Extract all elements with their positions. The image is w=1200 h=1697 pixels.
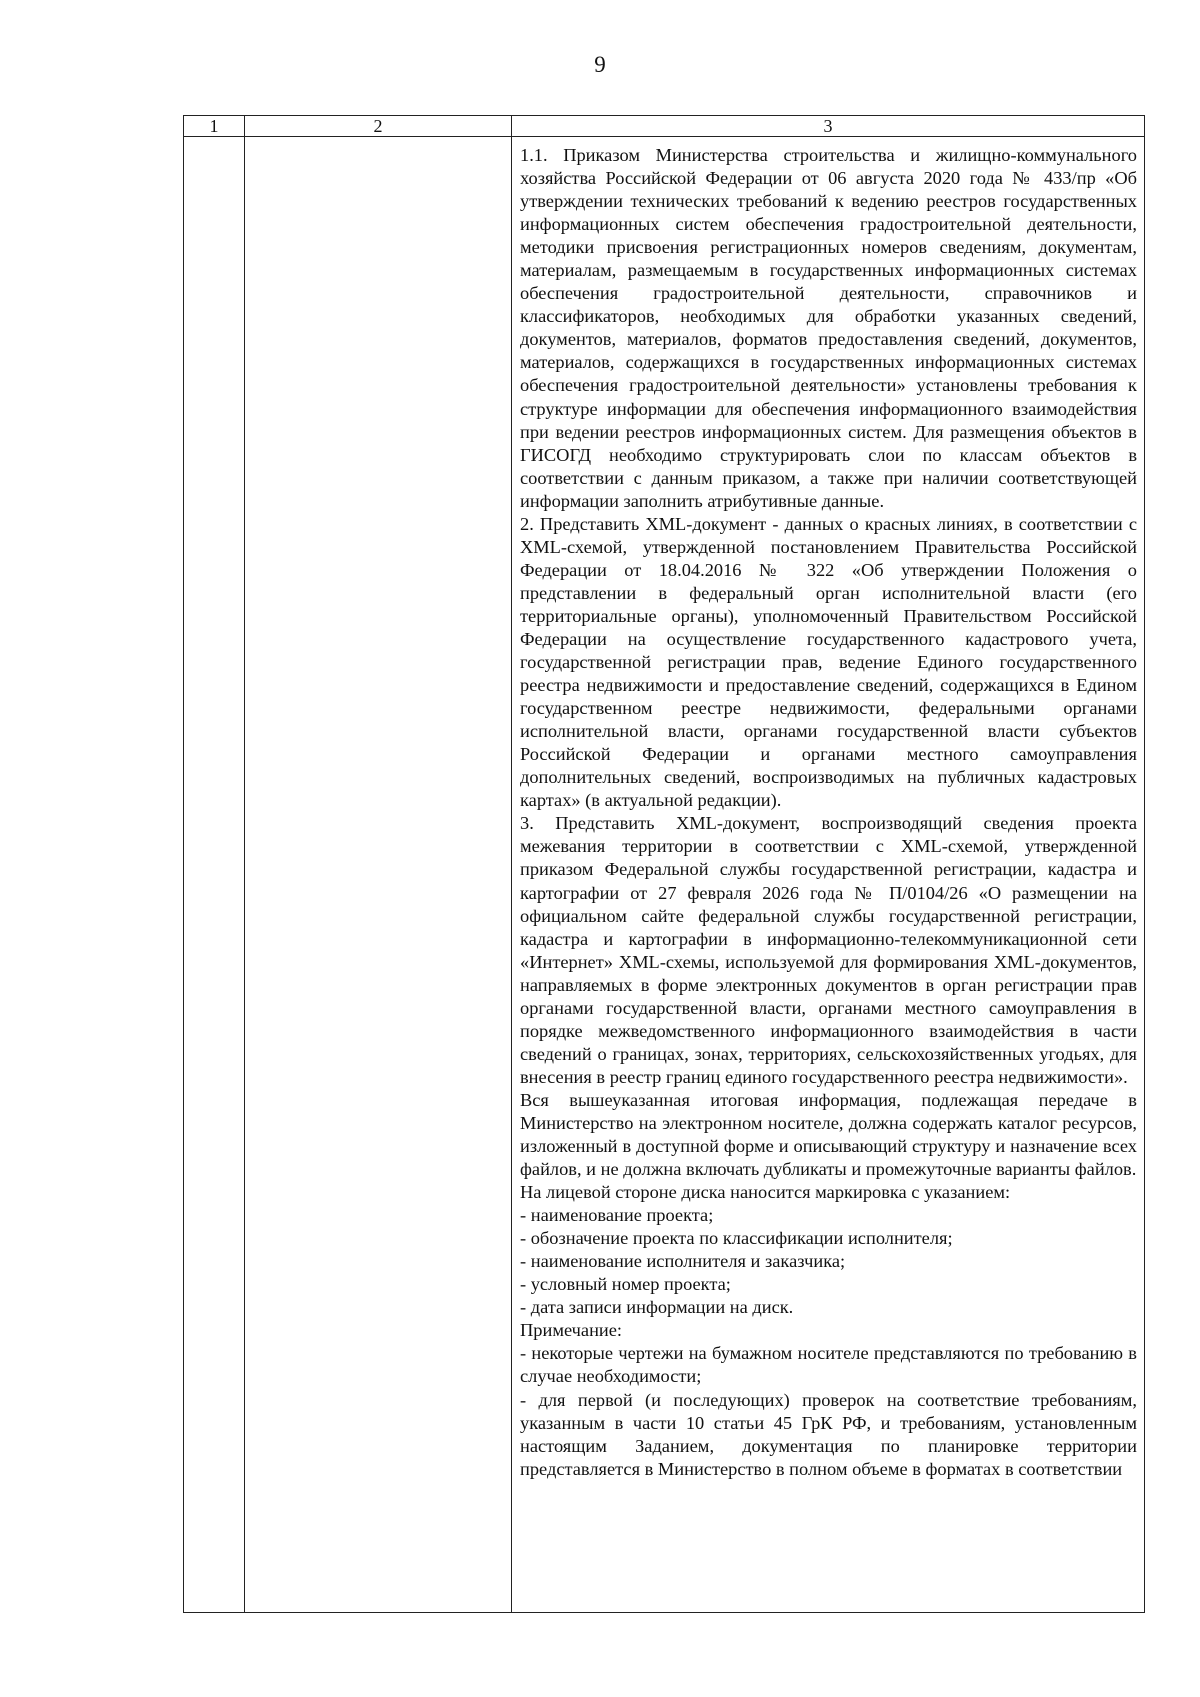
note-item-drawings: - некоторые чертежи на бумажном носителе представляются по требованию в случае необходимости; [520,1343,1137,1387]
marking-item-record-date: - дата записи информации на диск. [520,1297,794,1318]
note-item-verification: - для первой (и последующих) проверок на соответствие требованиям, указанным в части 10 статьи 45 ГрК РФ, и требованиям, установленным настоящим Заданием, документация по планировке территории представляется в Министерство в полном объеме в форматах в соответствии [520,1389,1137,1479]
paragraph-summary: Вся вышеуказанная итоговая информация, подлежащая передаче в Министерство на электронном носителе, должна содержать каталог ресурсов, изложенный в доступной форме и описывающий структуру и назначение всех файлов, и не должна включать дубликаты и промежуточные варианты файлов. [520,1089,1137,1180]
column-header-3: 3 [512,116,1145,137]
requirements-table [183,115,1145,1613]
marking-item-project-designation: - обозначение проекта по классификации исполнителя; [520,1228,953,1249]
page-number: 9 [594,52,606,77]
table-header-row [184,116,1145,137]
paragraph-2: 2. Представить XML-документ - данных о красных линиях, в соответствии с XML-схемой, утвержденной постановлением Правительства Российской Федерации от 18.04.2016 № 322 «Об утверждении Положения о представлении в федеральный орган исполнительной власти (его территориальные органы), уполномоченный Правительством Российской Федерации на осуществление государственного кадастрового учета, государственной регистрации прав, ведение Единого государственного реестра недвижимости и предоставление сведений, содержащихся в Едином государственном реестре недвижимости, федеральными органами исполнительной власти, органами государственной власти субъектов Российской Федерации и органами местного самоуправления дополнительных сведений, воспроизводимых на публичных кадастровых картах» (в актуальной редакции). [520,513,1137,811]
paragraph-1-1: 1.1. Приказом Министерства строительства и жилищно-коммунального хозяйства Российской Федерации от 06 августа 2020 года № 433/пр «Об утверждении технических требований к ведению реестров государственных информационных систем обеспечения градостроительной деятельности, методики присвоения регистрационных номеров сведениям, документам, материалам, размещаемым в государственных информационных системах обеспечения градостроительной деятельности, справочников и классификаторов, необходимых для обработки указанных сведений, документов, материалов, форматов предоставления сведений, документов, материалов, содержащихся в государственных информационных системах обеспечения градостроительной деятельности» установлены требования к структуре информации для обеспечения информационного взаимодействия при ведении реестров информационных систем. Для размещения объектов в ГИСОГД необходимо структурировать слои по классам объектов в соответствии с данным приказом, а также при наличии соответствующей информации заполнить атрибутивные данные. [520,145,1137,511]
paragraph-disk-marking: На лицевой стороне диска наносится маркировка с указанием: [520,1182,1011,1203]
note-heading: Примечание: [520,1320,623,1341]
marking-item-project-number: - условный номер проекта; [520,1274,731,1295]
column-1-cell [184,137,245,1613]
table-row [184,137,1145,1613]
marking-item-contractor-customer: - наименование исполнителя и заказчика; [520,1251,846,1272]
column-header-2: 2 [245,116,512,137]
paragraph-3: 3. Представить XML-документ, воспроизводящий сведения проекта межевания территории в соответствии с XML-схемой, утвержденной приказом Федеральной службы государственной регистрации, кадастра и картографии от 27 февраля 2026 года № П/0104/26 «О размещении на официальном сайте федеральной службы государственной регистрации, кадастра и картографии в информационно-телекоммуникационной сети «Интернет» XML-схемы, используемой для формирования XML-документов, направляемых в форме электронных документов в орган регистрации прав органами государственной власти, органами местного самоуправления в порядке межведомственного информационного взаимодействия в части сведений о границах, зонах, территориях, сельскохозяйственных угодьях, для внесения в реестр границ единого государственного реестра недвижимости». [520,813,1137,1087]
marking-item-project-name: - наименование проекта; [520,1205,714,1226]
column-header-1: 1 [184,116,245,137]
column-2-cell [245,137,512,1613]
requirements-text [512,137,1144,1612]
column-3-cell [512,137,1145,1613]
